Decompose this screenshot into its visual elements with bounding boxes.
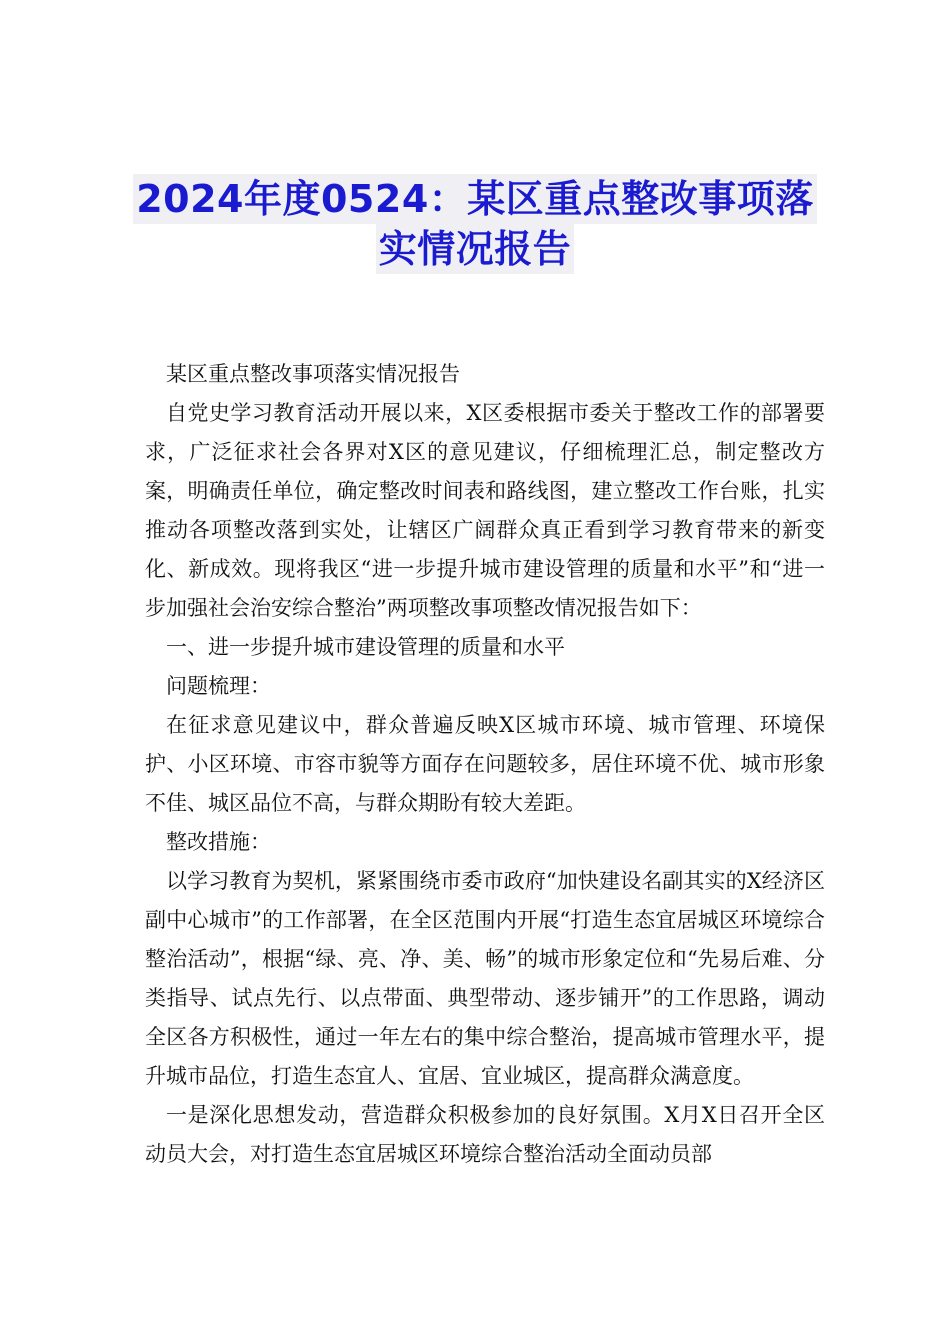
document-body (145, 355, 825, 1174)
paragraph-measures-label: 整改措施： (166, 830, 271, 854)
title-line-2: 实情况报告 (376, 224, 575, 274)
paragraph-problem-label: 问题梳理： (166, 674, 271, 698)
document-title (0, 174, 950, 274)
paragraph-section-one-heading: 一、进一步提升城市建设管理的质量和水平 (166, 635, 565, 659)
paragraph-introduction: 自党史学习教育活动开展以来，X区委根据市委关于整改工作的部署要求，广泛征求社会各界对X区的意见建议，仔细梳理汇总，制定整改方案，明确责任单位，确定整改时间表和路线图，建立整改工作台账，扎实推动各项整改落到实处，让辖区广阔群众真正看到学习教育带来的新变化、新成效。现将我区“进一步提升城市建设管理的质量和水平”和“进一步加强社会治安综合整治”两项整改事项整改情况报告如下： (145, 401, 825, 620)
paragraph-first-measure: 一是深化思想发动，营造群众积极参加的良好氛围。X月X日召开全区动员大会，对打造生态宜居城区环境综合整治活动全面动员部 (145, 1103, 825, 1166)
paragraph-problem-description: 在征求意见建议中，群众普遍反映X区城市环境、城市管理、环境保护、小区环境、市容市貌等方面存在问题较多，居住环境不优、城市形象不佳、城区品位不高，与群众期盼有较大差距。 (145, 713, 825, 815)
paragraph-measures-description: 以学习教育为契机，紧紧围绕市委市政府“加快建设名副其实的X经济区副中心城市”的工作部署，在全区范围内开展“打造生态宜居城区环境综合整治活动”，根据“绿、亮、净、美、畅”的城市形象定位和“先易后难、分类指导、试点先行、以点带面、典型带动、逐步铺开”的工作思路，调动全区各方积极性，通过一年左右的集中综合整治，提高城市管理水平，提升城市品位，打造生态宜人、宜居、宜业城区，提高群众满意度。 (145, 869, 825, 1088)
title-line-1: 2024年度0524：某区重点整改事项落 (133, 174, 817, 224)
paragraph-report-heading: 某区重点整改事项落实情况报告 (166, 362, 460, 386)
